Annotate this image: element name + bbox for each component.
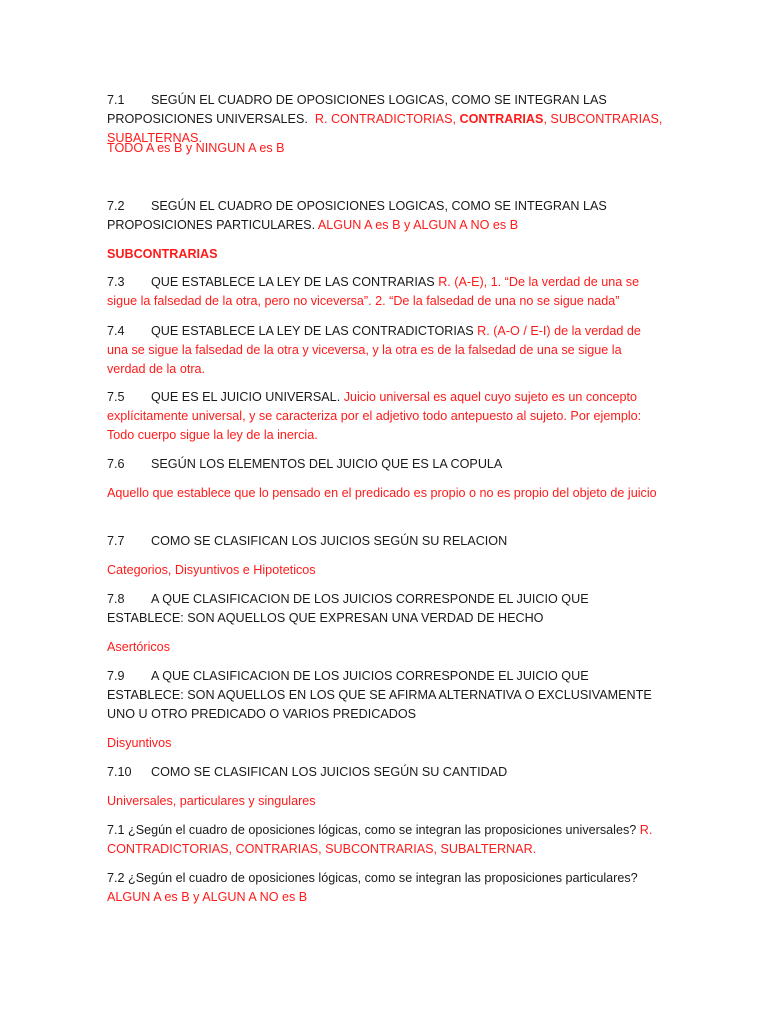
answer-text: R. CONTRADICTORIAS, — [314, 112, 460, 126]
question-number: 7.5 — [107, 390, 125, 404]
answer-7-7: Categorios, Disyuntivos e Hipoteticos — [107, 563, 316, 577]
question-number: 7.3 — [107, 275, 125, 289]
answer-7-8: Asertóricos — [107, 640, 170, 654]
question-number: 7.8 — [107, 592, 125, 606]
answer-7-9: Disyuntivos — [107, 736, 172, 750]
answer-text: ALGUN A es B y ALGUN A NO es B — [317, 218, 519, 232]
question-text: 7.1 ¿Según el cuadro de oposiciones lógicas, como se integran las proposiciones universales? — [107, 823, 637, 837]
question-7-7 — [107, 532, 663, 551]
answer-text: R. (A-E), 1. “De la verdad de una se sigue la falsedad de la otra, pero no viceversa”. 2. “De la falsedad de una no se sigue nada” — [107, 275, 640, 308]
question-text: SEGÚN EL CUADRO DE OPOSICIONES LOGICAS, COMO SE INTEGRAN LAS PROPOSICIONES PARTICULARES. — [107, 199, 607, 232]
answer-text: ALGUN A es B y ALGUN A NO es B — [107, 890, 308, 904]
question-text: QUE ESTABLECE LA LEY DE LAS CONTRADICTORIAS — [151, 324, 474, 338]
question-number: 7.4 — [107, 324, 125, 338]
question-text: A QUE CLASIFICACION DE LOS JUICIOS CORRESPONDE EL JUICIO QUE ESTABLECE: SON AQUELLOS QUE EXPRESAN UNA VERDAD DE HECHO — [107, 592, 589, 625]
answer-text: R. CONTRADICTORIAS, CONTRARIAS, SUBCONTRARIAS, SUBALTERNAR. — [107, 823, 653, 856]
question-7-9 — [107, 667, 663, 724]
question-text: QUE ES EL JUICIO UNIVERSAL. — [151, 390, 341, 404]
answer-bold-text: CONTRARIAS — [459, 112, 544, 126]
question-text: A QUE CLASIFICACION DE LOS JUICIOS CORRESPONDE EL JUICIO QUE ESTABLECE: SON AQUELLOS EN LOS QUE SE AFIRMA ALTERNATIVA O EXCLUSIVAMENTE UNO U OTRO PREDICADO O VARIOS PREDICADOS — [107, 669, 652, 721]
answer-7-10: Universales, particulares y singulares — [107, 794, 316, 808]
question-text: SEGÚN LOS ELEMENTOS DEL JUICIO QUE ES LA COPULA — [151, 457, 503, 471]
question-text: SEGÚN EL CUADRO DE OPOSICIONES LOGICAS, COMO SE INTEGRAN LAS PROPOSICIONES UNIVERSALES. — [107, 93, 607, 126]
question-text: 7.2 ¿Según el cuadro de oposiciones lógicas, como se integran las proposiciones particulares? — [107, 871, 638, 885]
question-number: 7.6 — [107, 457, 125, 471]
question-number: 7.2 — [107, 199, 125, 213]
extra-question-7-1 — [107, 821, 663, 859]
question-text: COMO SE CLASIFICAN LOS JUICIOS SEGÚN SU CANTIDAD — [151, 765, 508, 779]
answer-text-end: , SUBCONTRARIAS, SUBALTERNAS. — [107, 112, 663, 145]
question-number: 7.7 — [107, 534, 125, 548]
question-7-6 — [107, 455, 663, 474]
question-7-8 — [107, 590, 663, 628]
answer-text: Juicio universal es aquel cuyo sujeto es un concepto explícitamente universal, y se caracteriza por el adjetivo todo antepuesto al sujeto. Por ejemplo: Todo cuerpo sigue la ley de la inercia. — [107, 390, 642, 442]
question-7-10 — [107, 763, 663, 782]
question-7-5 — [107, 388, 663, 445]
answer-7-2-followup: SUBCONTRARIAS — [107, 247, 218, 261]
question-text: QUE ESTABLECE LA LEY DE LAS CONTRARIAS — [151, 275, 435, 289]
answer-7-1-followup: TODO A es B y NINGUN A es B — [107, 141, 285, 155]
question-text: COMO SE CLASIFICAN LOS JUICIOS SEGÚN SU RELACION — [151, 534, 508, 548]
question-7-3 — [107, 273, 663, 311]
answer-text: R. (A-O / E-I) de la verdad de una se sigue la falsedad de la otra y viceversa, y la otra es de la falsedad de una se sigue la verdad de la otra. — [107, 324, 641, 376]
extra-question-7-2 — [107, 869, 663, 907]
question-number: 7.1 — [107, 93, 125, 107]
question-number: 7.9 — [107, 669, 125, 683]
question-7-2 — [107, 197, 663, 235]
question-number: 7.10 — [107, 765, 132, 779]
question-7-4 — [107, 322, 663, 379]
answer-7-6: Aquello que establece que lo pensado en el predicado es propio o no es propio del objeto de juicio — [107, 486, 657, 500]
